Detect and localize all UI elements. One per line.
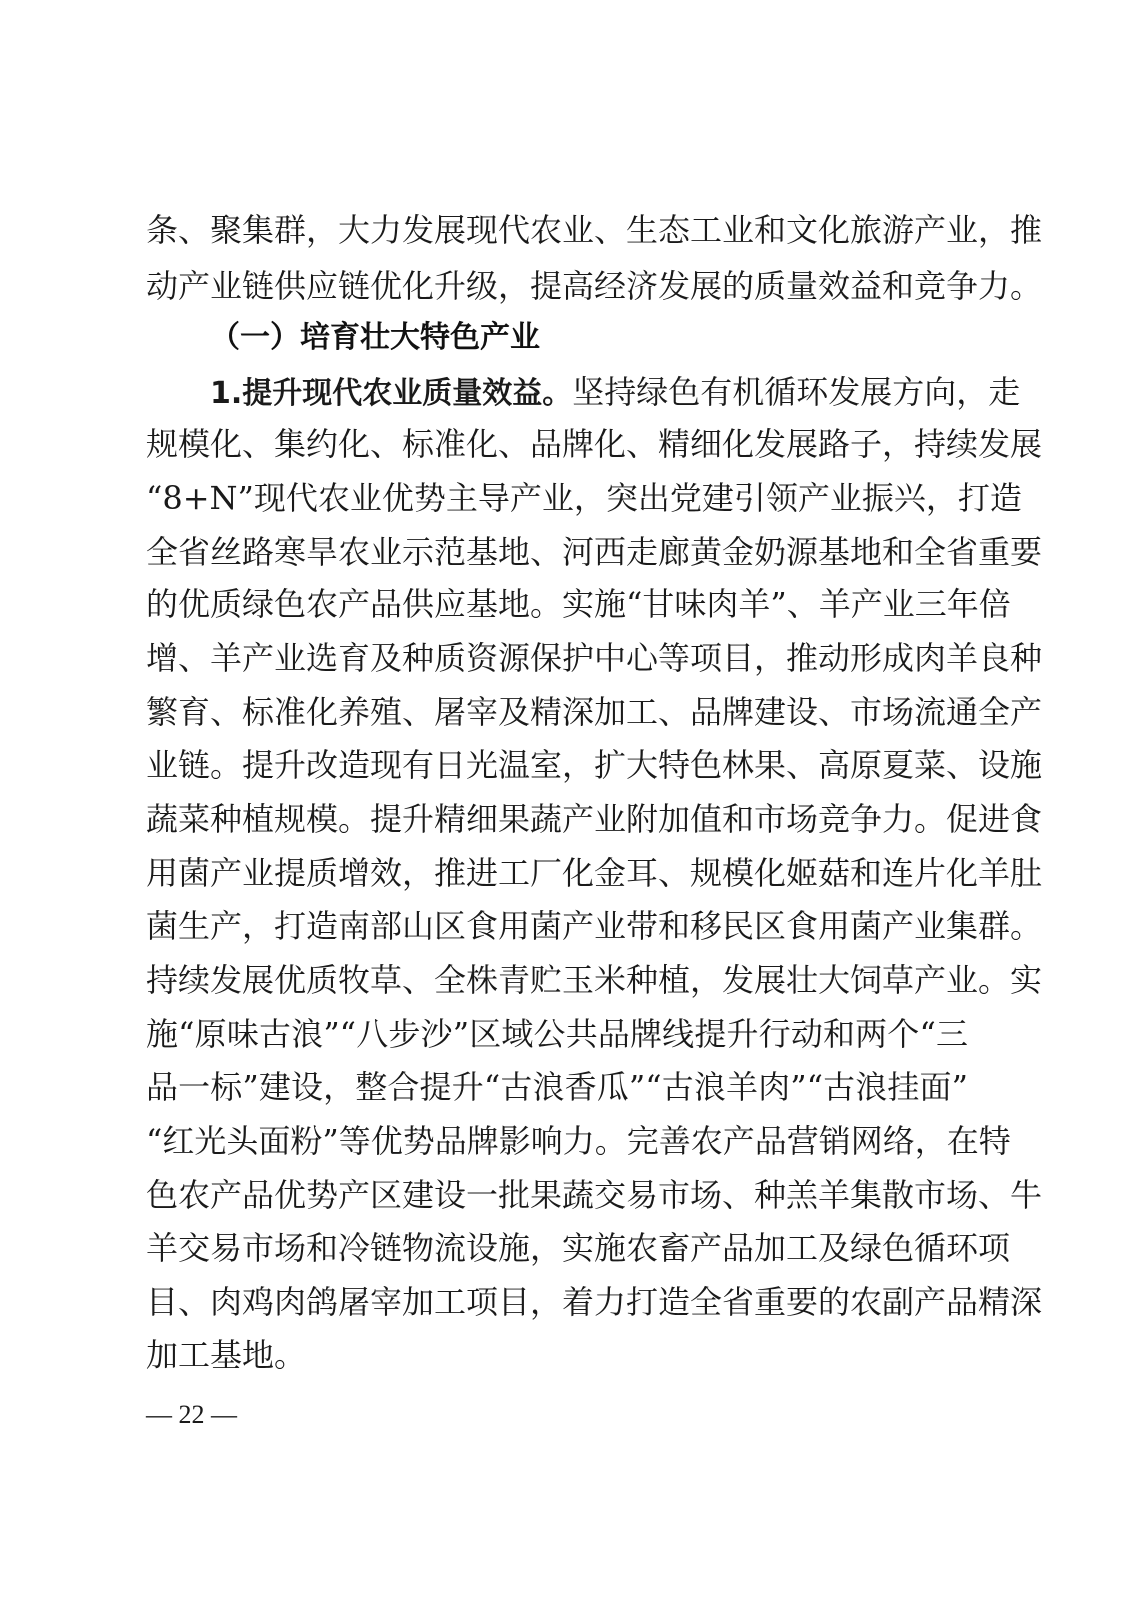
text-line: “红光头面粉”等优势品牌影响力。完善农产品营销网络，在特 xyxy=(146,1122,1011,1160)
page-number: — 22 — xyxy=(146,1400,237,1429)
text-line: 色农产品优势产区建设一批果蔬交易市场、种羔羊集散市场、牛 xyxy=(146,1176,1043,1214)
text-line: 繁育、标准化养殖、屠宰及精深加工、品牌建设、市场流通全产 xyxy=(146,693,1043,731)
text-line: 条、聚集群，大力发展现代农业、生态工业和文化旅游产业，推 xyxy=(146,211,1043,249)
text-line: 用菌产业提质增效，推进工厂化金耳、规模化姬菇和连片化羊肚 xyxy=(146,854,1043,892)
subsection-heading: 1.提升现代农业质量效益。 xyxy=(210,376,573,411)
text-line: 持续发展优质牧草、全株青贮玉米种植，发展壮大饲草产业。实 xyxy=(146,961,1043,999)
text-line: 加工基地。 xyxy=(146,1336,307,1374)
text-line: 品一标”建设，整合提升“古浪香瓜”“古浪羊肉”“古浪挂面” xyxy=(146,1068,968,1106)
text-line: 规模化、集约化、标准化、品牌化、精细化发展路子，持续发展 xyxy=(146,425,1043,463)
text-line: 施“原味古浪”“八步沙”区域公共品牌线提升行动和两个“三 xyxy=(146,1015,968,1053)
text-line-rest: 坚持绿色有机循环发展方向，走 xyxy=(572,373,1021,411)
text-line: 羊交易市场和冷链物流设施，实施农畜产品加工及绿色循环项 xyxy=(146,1229,1011,1267)
text-line: 动产业链供应链优化升级，提高经济发展的质量效益和竞争力。 xyxy=(146,267,1043,305)
text-line: 目、肉鸡肉鸽屠宰加工项目，着力打造全省重要的农副产品精深 xyxy=(146,1283,1043,1321)
text-line: 蔬菜种植规模。提升精细果蔬产业附加值和市场竞争力。促进食 xyxy=(146,800,1043,838)
text-line: “8+N”现代农业优势主导产业，突出党建引领产业振兴，打造 xyxy=(146,479,1022,517)
text-line: 的优质绿色农产品供应基地。实施“甘味肉羊”、羊产业三年倍 xyxy=(146,585,1011,623)
subsection-first-line xyxy=(210,368,1021,416)
text-line: 全省丝路寒旱农业示范基地、河西走廊黄金奶源基地和全省重要 xyxy=(146,533,1043,571)
text-line: 业链。提升改造现有日光温室，扩大特色林果、高原夏菜、设施 xyxy=(146,746,1043,784)
section-heading: （一）培育壮大特色产业 xyxy=(210,320,540,355)
text-line: 菌生产，打造南部山区食用菌产业带和移民区食用菌产业集群。 xyxy=(146,907,1043,945)
text-line: 增、羊产业选育及种质资源保护中心等项目，推动形成肉羊良种 xyxy=(146,639,1043,677)
